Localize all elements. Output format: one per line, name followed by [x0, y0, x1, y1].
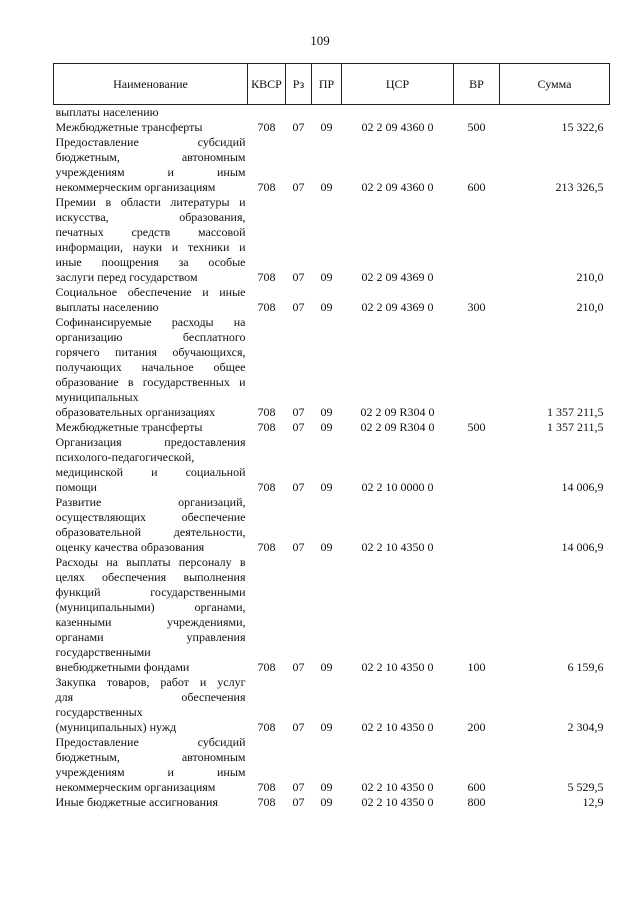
cell-rz: 07	[292, 795, 305, 809]
table-row	[54, 495, 610, 555]
cell-rz: 07	[292, 420, 305, 434]
cell-pr: 09	[320, 720, 333, 734]
cell-pr: 09	[320, 120, 333, 134]
cell-csr: 02 2 09 R304 0	[360, 420, 435, 434]
name-line: образовательной деятельности,	[55, 525, 246, 539]
cell-name	[54, 315, 248, 420]
table-row	[54, 315, 610, 420]
cell-kvsr: 708	[257, 300, 276, 314]
cell-name	[54, 495, 248, 555]
name-line: осуществляющих обеспечение	[55, 510, 246, 524]
cell-pr: 09	[320, 270, 333, 284]
cell-sum: 14 006,9	[561, 480, 604, 494]
cell-vr: 200	[467, 720, 486, 734]
cell-vr: 500	[467, 120, 486, 134]
name-line: бюджетным, автономным	[55, 750, 246, 764]
cell-rz: 07	[292, 300, 305, 314]
name-line: Расходы на выплаты персоналу в	[55, 555, 246, 569]
name-line: образовательных организациях	[55, 405, 216, 419]
name-line: выплаты населению	[55, 300, 159, 314]
cell-sum: 5 529,5	[567, 780, 604, 794]
name-line: государственными	[55, 645, 151, 659]
cell-name	[54, 420, 248, 435]
budget-table	[53, 63, 610, 810]
cell-rz: 07	[292, 180, 305, 194]
name-line: иные поощрения за особые	[55, 255, 246, 269]
cell-kvsr: 708	[257, 795, 276, 809]
cell-sum: 210,0	[576, 300, 604, 314]
name-line: печатных средств массовой	[55, 225, 246, 239]
name-line: Закупка товаров, работ и услуг	[55, 675, 246, 689]
cell-kvsr: 708	[257, 420, 276, 434]
cell-rz: 07	[292, 120, 305, 134]
cell-pr: 09	[320, 420, 333, 434]
name-line: внебюджетными фондами	[55, 660, 190, 674]
cell-kvsr: 708	[257, 405, 276, 419]
cell-pr: 09	[320, 540, 333, 554]
cell-sum: 2 304,9	[567, 720, 604, 734]
name-line: заслуги перед государством	[55, 270, 198, 284]
column-header-name: Наименование	[54, 64, 248, 105]
name-line: информации, науки и техники и	[55, 240, 246, 254]
cell-sum: 1 357 211,5	[546, 420, 604, 434]
table-row	[54, 675, 610, 735]
cell-name	[54, 195, 248, 285]
cell-vr	[454, 315, 500, 420]
name-line: Премии в области литературы и	[55, 195, 246, 209]
table-row	[54, 195, 610, 285]
cell-rz: 07	[292, 405, 305, 419]
cell-rz: 07	[292, 480, 305, 494]
cell-rz: 07	[292, 270, 305, 284]
cell-name	[54, 105, 248, 121]
cell-vr	[454, 435, 500, 495]
name-line: (муниципальных) нужд	[55, 720, 177, 734]
table-row	[54, 105, 610, 121]
cell-kvsr: 708	[257, 540, 276, 554]
cell-pr: 09	[320, 180, 333, 194]
cell-csr: 02 2 10 4350 0	[361, 660, 434, 674]
cell-rz: 07	[292, 780, 305, 794]
cell-rz: 07	[292, 660, 305, 674]
cell-name	[54, 555, 248, 675]
name-line: казенными учреждениями,	[55, 615, 246, 629]
name-line: Межбюджетные трансферты	[55, 120, 203, 134]
cell-sum: 210,0	[576, 270, 604, 284]
name-line: органами управления	[55, 630, 246, 644]
cell-rz	[286, 105, 312, 121]
column-header-kvsr: КВСР	[248, 64, 286, 105]
name-line: Предоставление субсидий	[55, 735, 246, 749]
cell-vr	[454, 105, 500, 121]
cell-sum: 213 326,5	[555, 180, 604, 194]
name-line: психолого-педагогической,	[55, 450, 195, 464]
cell-csr: 02 2 09 4369 0	[361, 300, 434, 314]
name-line: бюджетным, автономным	[55, 150, 246, 164]
name-line: образование в государственных и	[55, 375, 246, 389]
cell-kvsr	[248, 105, 286, 121]
cell-csr: 02 2 09 R304 0	[360, 405, 435, 419]
cell-csr: 02 2 10 0000 0	[361, 480, 434, 494]
cell-sum: 14 006,9	[561, 540, 604, 554]
name-line: помощи	[55, 480, 97, 494]
cell-name	[54, 735, 248, 795]
name-line: искусства, образования,	[55, 210, 246, 224]
cell-kvsr: 708	[257, 480, 276, 494]
cell-pr: 09	[320, 300, 333, 314]
name-line: оценку качества образования	[55, 540, 205, 554]
name-line: учреждениям и иным	[55, 765, 246, 779]
cell-vr: 600	[467, 180, 486, 194]
column-header-vr: ВР	[454, 64, 500, 105]
cell-csr: 02 2 10 4350 0	[361, 720, 434, 734]
table-row	[54, 435, 610, 495]
name-line: Иные бюджетные ассигнования	[55, 795, 218, 809]
cell-vr: 100	[467, 660, 486, 674]
name-line: муниципальных	[55, 390, 139, 404]
table-row	[54, 135, 610, 195]
table-body	[54, 105, 610, 811]
cell-sum: 15 322,6	[561, 120, 604, 134]
table-header	[54, 64, 610, 105]
cell-name	[54, 795, 248, 810]
cell-pr: 09	[320, 480, 333, 494]
cell-pr: 09	[320, 795, 333, 809]
cell-pr: 09	[320, 405, 333, 419]
cell-pr: 09	[320, 660, 333, 674]
name-line: Софинансируемые расходы на	[55, 315, 246, 329]
cell-name	[54, 435, 248, 495]
cell-kvsr: 708	[257, 270, 276, 284]
name-line: медицинской и социальной	[55, 465, 246, 479]
name-line: некоммерческим организациям	[55, 780, 216, 794]
table-row	[54, 795, 610, 810]
table-row	[54, 735, 610, 795]
column-header-pr: ПР	[312, 64, 342, 105]
cell-kvsr: 708	[257, 120, 276, 134]
cell-rz: 07	[292, 720, 305, 734]
table-row	[54, 120, 610, 135]
cell-csr: 02 2 09 4360 0	[361, 120, 434, 134]
name-line: горячего питания обучающихся,	[55, 345, 246, 359]
cell-kvsr: 708	[257, 660, 276, 674]
cell-pr: 09	[320, 780, 333, 794]
cell-vr: 800	[467, 795, 486, 809]
table-row	[54, 555, 610, 675]
cell-csr: 02 2 10 4350 0	[361, 780, 434, 794]
column-header-sum: Сумма	[500, 64, 610, 105]
name-line: выплаты населению	[55, 105, 159, 119]
page-number: 109	[310, 33, 330, 48]
cell-sum	[500, 105, 610, 121]
cell-name	[54, 120, 248, 135]
name-line: (муниципальными) органами,	[55, 600, 246, 614]
name-line: учреждениям и иным	[55, 165, 246, 179]
name-line: Социальное обеспечение и иные	[55, 285, 246, 299]
cell-vr: 300	[467, 300, 486, 314]
cell-vr	[454, 495, 500, 555]
cell-csr: 02 2 10 4350 0	[361, 795, 434, 809]
cell-kvsr: 708	[257, 720, 276, 734]
name-line: некоммерческим организациям	[55, 180, 216, 194]
name-line: получающих начальное общее	[55, 360, 246, 374]
cell-csr	[342, 105, 454, 121]
name-line: для обеспечения	[55, 690, 246, 704]
column-header-csr: ЦСР	[342, 64, 454, 105]
cell-kvsr: 708	[257, 780, 276, 794]
name-line: Развитие организаций,	[55, 495, 246, 509]
cell-vr: 500	[467, 420, 486, 434]
cell-vr	[454, 195, 500, 285]
cell-csr: 02 2 10 4350 0	[361, 540, 434, 554]
name-line: Организация предоставления	[55, 435, 246, 449]
column-header-rz: Рз	[286, 64, 312, 105]
cell-sum: 12,9	[582, 795, 604, 809]
cell-kvsr: 708	[257, 180, 276, 194]
cell-sum: 1 357 211,5	[546, 405, 604, 419]
cell-name	[54, 285, 248, 315]
cell-pr	[312, 105, 342, 121]
cell-sum: 6 159,6	[567, 660, 604, 674]
name-line: Межбюджетные трансферты	[55, 420, 203, 434]
cell-vr: 600	[467, 780, 486, 794]
name-line: функций государственными	[55, 585, 246, 599]
cell-csr: 02 2 09 4369 0	[361, 270, 434, 284]
name-line: Предоставление субсидий	[55, 135, 246, 149]
table-row	[54, 285, 610, 315]
cell-name	[54, 135, 248, 195]
cell-csr: 02 2 09 4360 0	[361, 180, 434, 194]
name-line: целях обеспечения выполнения	[55, 570, 246, 584]
name-line: государственных	[55, 705, 143, 719]
cell-rz: 07	[292, 540, 305, 554]
table-row	[54, 420, 610, 435]
cell-name	[54, 675, 248, 735]
name-line: организацию бесплатного	[55, 330, 246, 344]
